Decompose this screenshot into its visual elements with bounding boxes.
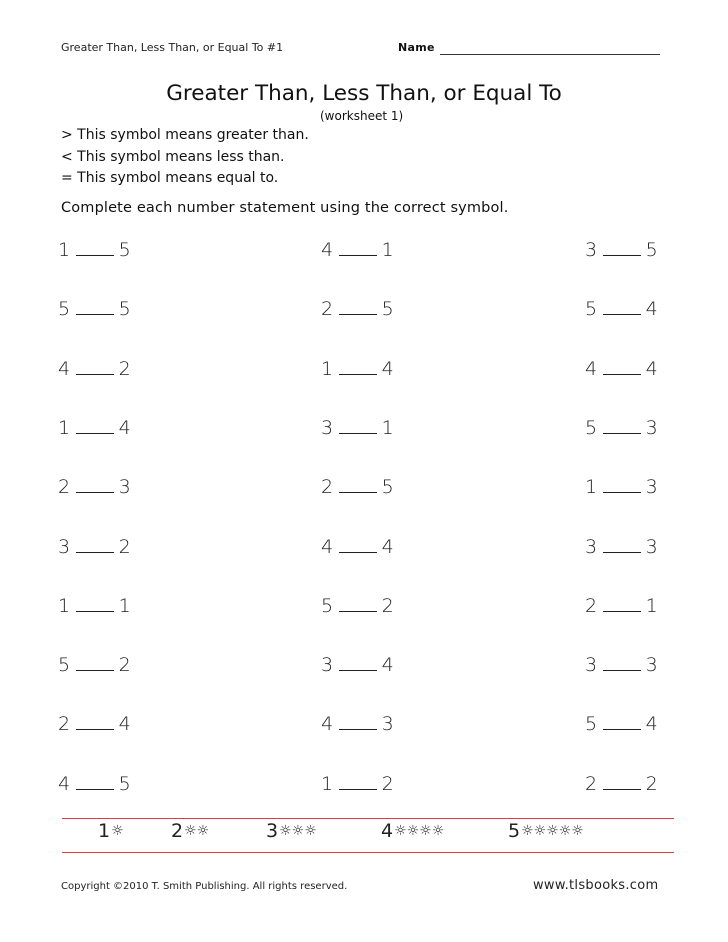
answer-blank[interactable] xyxy=(603,599,641,612)
right-number: 3 xyxy=(645,654,659,676)
answer-blank[interactable] xyxy=(603,777,641,790)
sun-icon: ☼☼ xyxy=(184,823,210,839)
right-number: 1 xyxy=(381,239,395,261)
left-number: 1 xyxy=(58,417,71,439)
right-number: 5 xyxy=(645,239,659,261)
right-number: 4 xyxy=(645,713,659,735)
answer-blank[interactable] xyxy=(339,480,377,493)
answer-blank[interactable] xyxy=(339,540,377,553)
sun-icon: ☼☼☼☼ xyxy=(394,823,445,839)
answer-blank[interactable] xyxy=(603,717,641,730)
left-number: 3 xyxy=(58,536,71,558)
right-number: 2 xyxy=(645,773,659,795)
key-item xyxy=(266,820,317,842)
answer-blank[interactable] xyxy=(603,658,641,671)
right-number: 2 xyxy=(381,595,395,617)
problem-item xyxy=(585,298,658,320)
answer-blank[interactable] xyxy=(76,480,114,493)
page-title: Greater Than, Less Than, or Equal To xyxy=(166,81,562,106)
right-number: 5 xyxy=(118,773,132,795)
left-number: 4 xyxy=(321,536,334,558)
right-number: 2 xyxy=(118,536,132,558)
website-text: www.tlsbooks.com xyxy=(533,878,659,893)
problem-item xyxy=(58,595,131,617)
problem-item xyxy=(321,713,394,735)
problem-item xyxy=(58,654,131,676)
answer-blank[interactable] xyxy=(339,658,377,671)
left-number: 5 xyxy=(585,298,598,320)
left-number: 1 xyxy=(58,595,71,617)
problem-item xyxy=(58,298,131,320)
sun-icon: ☼ xyxy=(111,823,124,839)
right-number: 3 xyxy=(645,417,659,439)
key-number: 4 xyxy=(381,820,394,842)
name-label: Name xyxy=(398,41,435,54)
problem-item xyxy=(321,476,394,498)
left-number: 1 xyxy=(321,773,334,795)
problem-item xyxy=(321,417,394,439)
problem-item xyxy=(58,417,131,439)
key-number: 1 xyxy=(98,820,111,842)
answer-blank[interactable] xyxy=(76,243,114,256)
legend-less-than: < This symbol means less than. xyxy=(61,149,285,165)
right-number: 4 xyxy=(118,713,132,735)
right-number: 2 xyxy=(118,358,132,380)
left-number: 1 xyxy=(321,358,334,380)
problem-item xyxy=(321,239,394,261)
page-subtitle: (worksheet 1) xyxy=(320,109,404,123)
right-number: 5 xyxy=(118,298,132,320)
key-item xyxy=(508,820,584,842)
problem-item xyxy=(585,713,658,735)
problem-item xyxy=(58,239,131,261)
answer-blank[interactable] xyxy=(339,777,377,790)
left-number: 5 xyxy=(585,417,598,439)
answer-blank[interactable] xyxy=(76,540,114,553)
left-number: 2 xyxy=(321,476,334,498)
right-number: 4 xyxy=(645,358,659,380)
left-number: 4 xyxy=(58,773,71,795)
right-number: 1 xyxy=(118,595,132,617)
left-number: 4 xyxy=(321,239,334,261)
problem-item xyxy=(321,298,394,320)
key-item xyxy=(98,820,124,842)
answer-blank[interactable] xyxy=(603,243,641,256)
left-number: 3 xyxy=(585,239,598,261)
right-number: 3 xyxy=(645,536,659,558)
answer-blank[interactable] xyxy=(339,421,377,434)
legend-greater-than: > This symbol means greater than. xyxy=(61,127,309,143)
key-item xyxy=(381,820,444,842)
right-number: 2 xyxy=(118,654,132,676)
answer-blank[interactable] xyxy=(339,717,377,730)
sun-icon: ☼☼☼ xyxy=(279,823,317,839)
answer-blank[interactable] xyxy=(76,599,114,612)
left-number: 4 xyxy=(321,713,334,735)
problem-item xyxy=(58,713,131,735)
right-number: 4 xyxy=(381,536,395,558)
right-number: 4 xyxy=(118,417,132,439)
right-number: 3 xyxy=(645,476,659,498)
left-number: 3 xyxy=(321,417,334,439)
answer-blank[interactable] xyxy=(339,302,377,315)
key-number: 2 xyxy=(171,820,184,842)
left-number: 2 xyxy=(585,595,598,617)
right-number: 1 xyxy=(645,595,659,617)
legend-equal-to: = This symbol means equal to. xyxy=(61,170,279,186)
problem-item xyxy=(321,773,394,795)
answer-blank[interactable] xyxy=(339,362,377,375)
answer-blank[interactable] xyxy=(603,421,641,434)
left-number: 3 xyxy=(585,536,598,558)
worksheet-header-title: Greater Than, Less Than, or Equal To #1 xyxy=(61,41,284,54)
right-number: 4 xyxy=(645,298,659,320)
answer-blank[interactable] xyxy=(76,658,114,671)
left-number: 2 xyxy=(585,773,598,795)
problem-item xyxy=(585,358,658,380)
left-number: 1 xyxy=(585,476,598,498)
answer-blank[interactable] xyxy=(603,302,641,315)
left-number: 2 xyxy=(58,476,71,498)
problem-item xyxy=(58,773,131,795)
problem-item xyxy=(585,417,658,439)
right-number: 5 xyxy=(381,476,395,498)
answer-blank[interactable] xyxy=(76,777,114,790)
left-number: 2 xyxy=(58,713,71,735)
answer-blank[interactable] xyxy=(603,540,641,553)
answer-blank[interactable] xyxy=(339,243,377,256)
right-number: 4 xyxy=(381,358,395,380)
right-number: 3 xyxy=(118,476,132,498)
problem-item xyxy=(321,654,394,676)
right-number: 1 xyxy=(381,417,395,439)
left-number: 1 xyxy=(58,239,71,261)
left-number: 5 xyxy=(321,595,334,617)
problem-item xyxy=(321,536,394,558)
problem-item xyxy=(585,654,658,676)
answer-blank[interactable] xyxy=(603,362,641,375)
problem-item xyxy=(321,358,394,380)
copyright-text: Copyright ©2010 T. Smith Publishing. All rights reserved. xyxy=(61,881,348,892)
key-bottom-rule xyxy=(62,852,674,853)
problem-item xyxy=(58,536,131,558)
key-number: 5 xyxy=(508,820,521,842)
problem-item xyxy=(58,476,131,498)
instructions: Complete each number statement using the correct symbol. xyxy=(61,200,509,216)
left-number: 5 xyxy=(585,713,598,735)
left-number: 3 xyxy=(321,654,334,676)
problem-item xyxy=(585,595,658,617)
key-number: 3 xyxy=(266,820,279,842)
right-number: 5 xyxy=(118,239,132,261)
problem-item xyxy=(585,536,658,558)
left-number: 4 xyxy=(58,358,71,380)
name-write-line xyxy=(440,54,660,55)
answer-blank[interactable] xyxy=(76,421,114,434)
answer-blank[interactable] xyxy=(76,302,114,315)
answer-blank[interactable] xyxy=(603,480,641,493)
key-top-rule xyxy=(62,818,674,819)
problem-item xyxy=(58,358,131,380)
right-number: 5 xyxy=(381,298,395,320)
sun-icon: ☼☼☼☼☼ xyxy=(521,823,584,839)
left-number: 5 xyxy=(58,298,71,320)
left-number: 3 xyxy=(585,654,598,676)
left-number: 2 xyxy=(321,298,334,320)
problem-item xyxy=(585,239,658,261)
answer-blank[interactable] xyxy=(76,362,114,375)
problem-item xyxy=(585,773,658,795)
left-number: 4 xyxy=(585,358,598,380)
right-number: 2 xyxy=(381,773,395,795)
problem-item xyxy=(321,595,394,617)
answer-blank[interactable] xyxy=(339,599,377,612)
key-item xyxy=(171,820,209,842)
right-number: 3 xyxy=(381,713,395,735)
left-number: 5 xyxy=(58,654,71,676)
answer-blank[interactable] xyxy=(76,717,114,730)
problem-item xyxy=(585,476,658,498)
right-number: 4 xyxy=(381,654,395,676)
